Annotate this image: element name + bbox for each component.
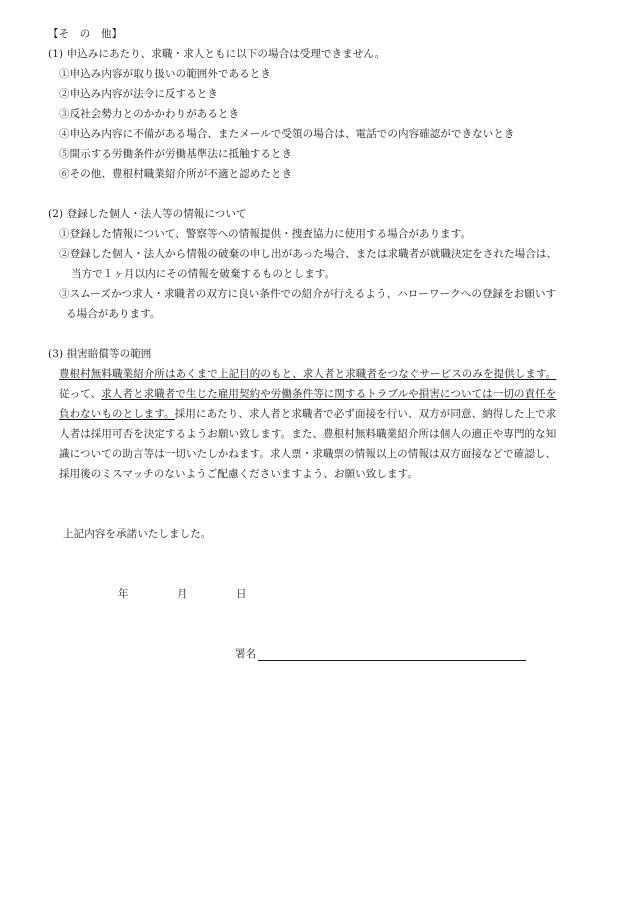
consent-statement: 上記内容を承諾いたしました。 bbox=[63, 528, 212, 540]
section-1-item: ⑥その他、豊根村職業紹介所が不適と認めたとき bbox=[59, 168, 293, 180]
date-day-label: 日 bbox=[236, 588, 247, 600]
section-1-item: ⑤開示する労働条件が労働基準法に抵触するとき bbox=[59, 148, 293, 160]
section-3-title: (3) 損害賠償等の範囲 bbox=[48, 348, 152, 360]
section-1-item: ④申込み内容に不備がある場合、またメールで受領の場合は、電話での内容確認ができないとき bbox=[59, 128, 515, 140]
section-3-text: 採用にあたり、求人者と求職者で必ず面接を行い、双方が同意、納得した上で求 bbox=[174, 408, 557, 420]
signature-label: 署名 bbox=[235, 648, 257, 660]
section-3-underlined-text: 負わないものとします。 bbox=[59, 408, 175, 420]
date-year-label: 年 bbox=[118, 588, 129, 600]
signature-line[interactable] bbox=[258, 660, 526, 661]
section-3-paragraph-line bbox=[59, 407, 556, 421]
section-3-paragraph-line: 豊根村無料職業紹介所はあくまで上記目的のもと、求人者と求職者をつなぐサービスのみを提供します。 bbox=[59, 368, 557, 380]
section-2-item-continuation: 当方で１ヶ月以内にその情報を破棄するものとします。 bbox=[71, 268, 336, 280]
section-1-title: (1) 申込みにあたり、求職・求人ともに以下の場合は受理できません。 bbox=[48, 48, 386, 60]
section-2-item: ③スムーズかつ求人・求職者の双方に良い条件での紹介が行えるよう、ハローワークへの登録をお願いす bbox=[59, 288, 557, 300]
section-1-item: ②申込み内容が法令に反するとき bbox=[59, 88, 218, 100]
section-3-paragraph-line bbox=[59, 387, 556, 401]
section-1-item: ①申込み内容が取り扱いの範囲外であるとき bbox=[59, 68, 271, 80]
section-1-item: ③反社会勢力とのかかわりがあるとき bbox=[59, 108, 240, 120]
section-3-paragraph-line: 識についての助言等は一切いたしかねます。求人票・求職票の情報以上の情報は双方面接などで確認し、 bbox=[59, 448, 557, 460]
heading: 【そ の 他】 bbox=[48, 28, 123, 40]
section-2-item: ①登録した情報について、警察等への情報提供・捜査協力に使用する場合があります。 bbox=[59, 228, 472, 240]
section-3-underlined-text: 求人者と求職者で生じた雇用契約や労働条件等に関するトラブルや損害については一切の責任を bbox=[101, 388, 557, 400]
section-3-paragraph-line: 採用後のミスマッチのないようご配慮くださいますよう、お願い致します。 bbox=[59, 468, 418, 480]
date-month-label: 月 bbox=[177, 588, 188, 600]
section-2-title: (2) 登録した個人・法人等の情報について bbox=[48, 208, 247, 220]
section-2-item: ②登録した個人・法人から情報の破棄の申し出があった場合、または求職者が就職決定をされた場合は、 bbox=[59, 248, 558, 260]
section-3-paragraph-line: 人者は採用可否を決定するようお願い致します。また、豊根村無料職業紹介所は個人の適正や専門的な知 bbox=[59, 428, 557, 440]
section-2-item-continuation: る場合があります。 bbox=[66, 308, 161, 320]
section-3-text: 従って、 bbox=[59, 388, 102, 400]
